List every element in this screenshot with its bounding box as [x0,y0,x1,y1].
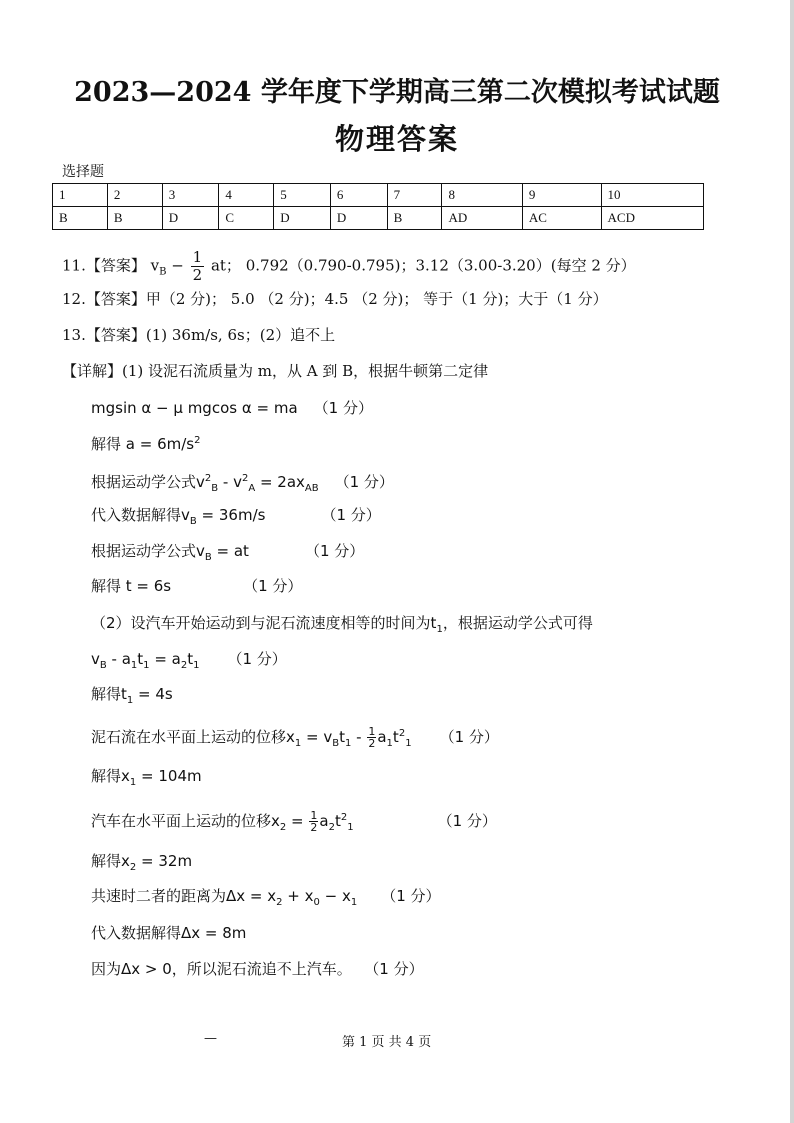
subscript: 0 [313,897,320,908]
subscript: 1 [130,660,138,671]
subscript: 1 [386,738,393,749]
part2-intro [91,613,593,640]
table-cell: 8 [442,184,522,207]
page-subtitle: 物理答案 [334,122,459,156]
fraction-half [191,249,205,284]
table-cell: 6 [330,184,387,207]
equation-13 [91,886,441,913]
detail-intro: 【详解】(1) 设泥石流质量为 m，从 A 到 B，根据牛顿第二定律 [62,362,489,380]
table-cell: 10 [601,184,703,207]
equation-4 [91,505,381,532]
formula-text: at； [210,256,241,275]
fraction-denominator: 2 [310,821,318,834]
formula-text: − [171,256,184,275]
subscript: B [204,552,212,563]
table-cell: D [330,207,387,230]
fraction-numerator: 1 [310,809,318,822]
superscript: 2 [241,473,249,484]
equation-text: 解得x [91,767,130,785]
score-note: （1 分） [304,542,365,560]
equation-text: = at [211,542,249,560]
equation-text: mgsin α − μ mgcos α = ma [91,399,298,417]
equation-text: − x [319,887,351,905]
score-note: （1 分） [243,577,303,595]
subscript: 1 [350,897,358,908]
equation-8 [91,684,173,711]
equation-9 [91,724,499,754]
equation-text: t [187,650,194,668]
subscript: 1 [126,695,134,706]
subscript: B [211,483,219,494]
subscript: 1 [294,738,302,749]
page-edge [790,0,794,1123]
superscript: 2 [194,435,201,446]
equation-1 [91,398,373,418]
subscript: 1 [436,624,443,635]
equation-text: t [339,728,346,746]
equation-2 [91,431,200,454]
equation-text: = 104m [136,767,202,785]
table-cell: 2 [107,184,162,207]
equation-text: 根据运动学公式v [91,542,205,560]
equation-text: - v [218,473,242,491]
page-number: 第 1 页 共 4 页 [342,1035,432,1050]
equation-text: = 4s [133,685,173,703]
subscript: 1 [129,777,137,788]
equation-text: = 2ax [255,473,305,491]
answer-11 [62,249,636,284]
table-cell: AD [442,207,522,230]
score-note: （1 分） [371,960,424,978]
subscript: 1 [405,738,412,749]
subscript: A [248,483,256,494]
fraction-numerator: 1 [368,725,376,738]
table-cell: 4 [219,184,274,207]
equation-text: a [377,728,387,746]
equation-11 [91,808,497,838]
equation-text: t [392,728,399,746]
equation-text: 泥石流在水平面上运动的位移x [91,728,295,746]
equation-7 [91,649,287,676]
subscript: 2 [276,897,283,908]
table-cell: 7 [387,184,442,207]
equation-text: 解得x [91,852,130,870]
subscript: B [189,516,197,527]
equation-text: = v [301,728,333,746]
fraction-denominator: 2 [368,737,376,750]
table-cell: C [219,207,274,230]
subscript: AB [304,483,319,494]
subscript: 2 [180,660,188,671]
table-cell: ACD [601,207,703,230]
subscript: 2 [328,822,335,833]
equation-text: = 36m/s [196,506,266,524]
formula-text: v [150,256,160,275]
choice-answer-table [52,183,704,230]
equation-text: 汽车在水平面上运动的位移x [91,812,280,830]
equation-text: = 32m [136,852,193,870]
equation-text: 代入数据解得v [91,506,190,524]
table-row-answers [53,207,704,230]
score-note: （1 分） [334,473,394,491]
fraction-half [309,810,318,833]
equation-text: t [137,650,144,668]
equation-text: 因为Δx > 0，所以泥石流追不上汽车。 [91,960,352,978]
equation-text: = a [149,650,181,668]
equation-text: 根据运动学公式v [91,473,205,491]
equation-text: - a [106,650,131,668]
fraction-half [367,726,376,749]
equation-text: 解得 t = 6s [91,577,172,595]
equation-text: t [334,812,341,830]
score-note: （1 分） [313,399,373,417]
equation-14: 代入数据解得Δx = 8m [91,924,247,942]
subscript: B [99,660,107,671]
equation-text: a [319,812,329,830]
answer-11-prefix: 11.【答案】 [62,256,146,275]
fraction-denominator: 2 [192,266,203,284]
section-label-choice: 选择题 [62,164,104,180]
score-note: （1 分） [437,812,497,830]
equation-text: + x [282,887,314,905]
equation-text: ，根据运动学公式可得 [442,614,593,632]
answer-13: 13.【答案】(1) 36m/s, 6s；(2）追不上 [62,326,336,344]
equation-text: 解得t [91,685,127,703]
subscript: 1 [347,822,354,833]
page-title: 2023—2024 学年度下学期高三第二次模拟考试试题 [74,77,720,108]
superscript: 2 [204,473,212,484]
equation-5 [91,541,364,568]
score-note: （1 分） [439,728,499,746]
score-note: （1 分） [227,650,287,668]
score-note: （1 分） [321,506,381,524]
equation-text: 解得 a = 6m/s [91,435,195,453]
subscript: B [159,266,167,278]
table-cell: D [274,207,331,230]
subscript: 1 [345,738,352,749]
table-cell: 3 [162,184,219,207]
equation-text: 共速时二者的距离为Δx = x [91,887,277,905]
table-cell: B [107,207,162,230]
subscript: 2 [279,822,287,833]
equation-3 [91,469,394,499]
table-cell: B [387,207,442,230]
equation-text: v [91,650,100,668]
superscript: 2 [398,728,406,739]
subscript: 1 [193,660,200,671]
table-cell: 1 [53,184,108,207]
equation-text: - [351,728,367,746]
equation-6 [91,576,302,596]
equation-15 [91,959,424,979]
table-row-numbers [53,184,704,207]
answer-11-rest: 0.792（0.790-0.795)；3.12（3.00-3.20）(每空 2 分） [245,256,636,275]
table-cell: AC [522,207,601,230]
equation-text: = [286,812,309,830]
subscript: 2 [129,862,137,873]
table-cell: D [162,207,219,230]
equation-12 [91,851,192,878]
answer-12: 12.【答案】甲（2 分)； 5.0 （2 分)；4.5 （2 分)； 等于（1 分)；大于（1 分） [62,290,608,308]
equation-text: （2）设汽车开始运动到与泥石流速度相等的时间为t [91,614,437,632]
table-cell: B [53,207,108,230]
table-cell: 5 [274,184,331,207]
subscript: B [332,738,340,749]
footer-dash: — [204,1031,217,1046]
score-note: （1 分） [381,887,441,905]
equation-10 [91,766,202,793]
table-cell: 9 [522,184,601,207]
fraction-numerator: 1 [192,248,203,266]
subscript: 1 [143,660,150,671]
superscript: 2 [340,812,348,823]
